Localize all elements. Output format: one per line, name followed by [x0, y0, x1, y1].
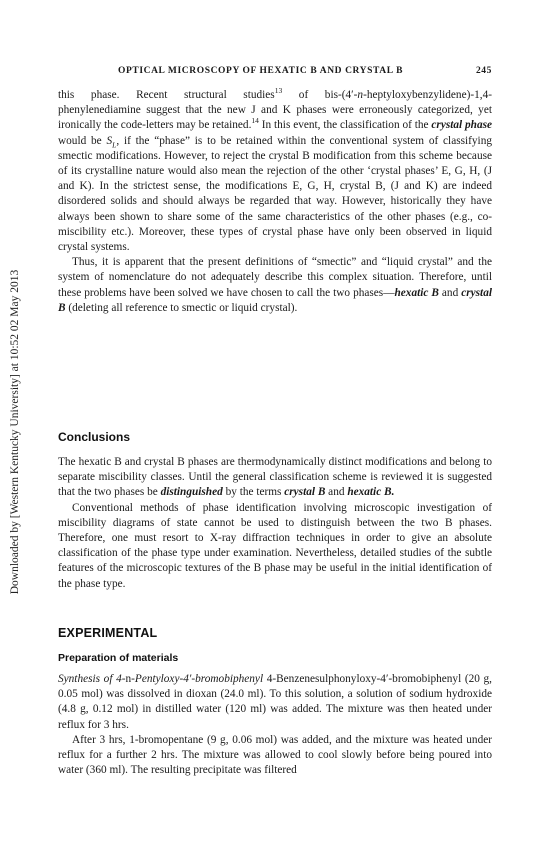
- paragraph-phase-classification: [58, 88, 492, 255]
- text-run: n: [125, 673, 132, 685]
- italic-run: n: [357, 89, 364, 101]
- citation-ref: 14: [251, 116, 259, 126]
- paragraph-conclusions: [58, 455, 492, 501]
- text-run: The hexatic B and crystal B phases are thermodynamically distinct modifications and belong to separate miscibility classes. Until the general classification scheme is reviewed it is suggested that the two phases be: [58, 456, 492, 499]
- text-run: , if the “phase” is to be retained within the conventional system of classifying smectic modifications. However, to reject the crystal B modification from this scheme because of its crystalline nature would also mean the rejection of the other ‘crystal phases’ E, G, H, (J and K). In the strictest sense, the modifications E, G, H, crystal B, (J and K) are indeed disordered solids and should always be regarded that way. However, historically they have always been shown to share some of the same characteristics of the other phases (e.g., co-miscibility etc.). Moreover, these types of crystal phase have only been observed in liquid crystal systems.: [58, 134, 492, 254]
- download-stamp-text: Downloaded by [Western Kentucky University] at 10:52 02 May 2013: [9, 269, 21, 595]
- text-run: would be: [58, 134, 107, 147]
- paragraph-reflux: After 3 hrs, 1-bromopentane (9 g, 0.06 mol) was added, and the mixture was heated under reflux for a further 2 hrs. The mixture was allowed to cool slowly before being poured into water (360 ml). The resulting precipitate was filtered: [58, 733, 492, 777]
- text-run: Thus, it is apparent that the present definitions of “smectic” and “liquid crystal” and the system of nomenclature do not adequately describe this complex situation. Therefore, until these problems have been solved we have chosen to call the two phases—: [58, 256, 492, 299]
- body-text-experimental: [58, 672, 492, 778]
- text-run: (deleting all reference to smectic or liquid crystal).: [65, 301, 298, 314]
- paragraph-methods: Conventional methods of phase identification involving microscopic investigation of miscibility diagrams of state cannot be used to distinguish between the two B phases. Therefore, one must resort to X-ray diffraction techniques in order to give an absolute classification of the phase type under examination. Nevertheless, detailed studies of the subtle features of the microscopic textures of the B phase may be useful in the initial identification of the phase type.: [58, 501, 492, 590]
- download-stamp: [0, 0, 30, 865]
- text-run: and: [325, 486, 348, 499]
- emphasis-run: hexatic B.: [347, 486, 395, 499]
- text-run: and: [438, 286, 462, 299]
- emphasis-run: hexatic B: [394, 286, 439, 299]
- italic-run: -Pentyloxy-4′-bromobiphenyl: [131, 673, 264, 685]
- paragraph-nomenclature: [58, 255, 492, 316]
- running-head-title: OPTICAL MICROSCOPY OF HEXATIC B AND CRYSTAL B: [118, 66, 404, 76]
- emphasis-run: crystal phase: [431, 119, 493, 132]
- experimental-heading: EXPERIMENTAL: [58, 626, 158, 640]
- body-text-top: [58, 88, 492, 316]
- text-run: of bis-(4′-: [282, 89, 358, 101]
- text-run: this phase. Recent structural studies: [58, 89, 275, 101]
- preparation-heading: Preparation of materials: [58, 652, 179, 664]
- text-run: -heptyloxybenzylidene)-1,4-phenylenediamine suggest that the new J and K phases were erroneously categorized, yet ironically the code-letters may be retained.: [58, 89, 492, 132]
- text-run: In this event, the classification of the: [258, 119, 432, 132]
- conclusions-heading: Conclusions: [58, 430, 131, 444]
- page-number: 245: [475, 66, 492, 76]
- text-run: 4-Benzenesulphonyloxy-4′-bromobiphenyl (20 g, 0.05 mol) was dissolved in dioxan (24.0 ml). To this solution, a solution of sodium hydroxide (4.8 g, 0.12 mol) in distilled water (120 ml) was added. The mixture was then heated under reflux for 3 hrs.: [58, 673, 493, 731]
- body-text-conclusions: [58, 455, 492, 592]
- citation-ref: 13: [274, 86, 283, 96]
- symbol-s: S: [106, 134, 113, 147]
- text-run: by the terms: [222, 486, 285, 499]
- emphasis-run: crystal B: [58, 286, 492, 314]
- paragraph-synthesis: [58, 672, 492, 733]
- italic-run: Synthesis of 4-: [58, 673, 126, 685]
- emphasis-run: crystal B: [284, 486, 326, 499]
- symbol-subscript: L: [112, 139, 117, 149]
- emphasis-run: distinguished: [160, 486, 223, 499]
